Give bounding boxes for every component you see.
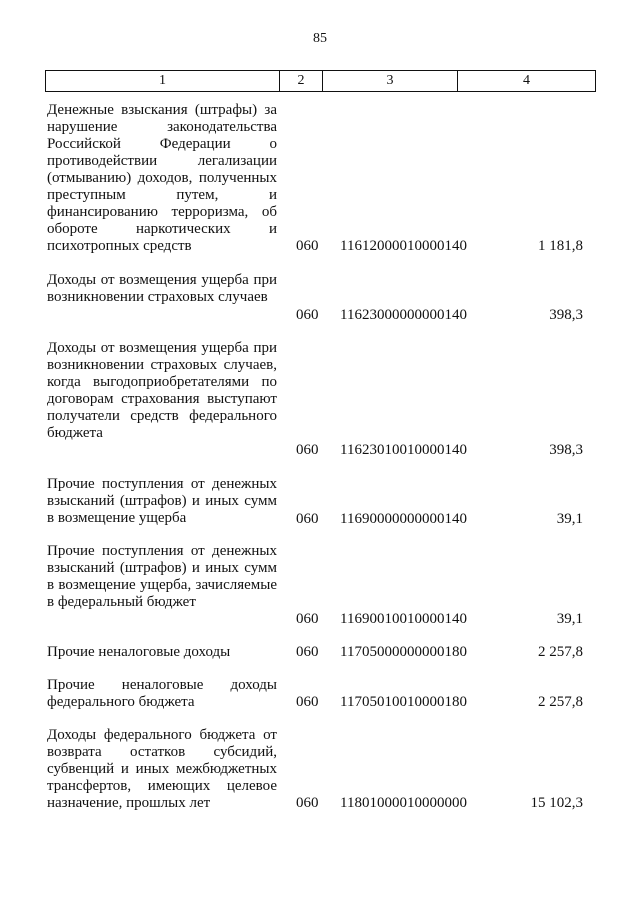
- row-admin-code: 060: [296, 238, 319, 254]
- row-description: Доходы федерального бюджета от возврата остатков субсидий, субвенций и иных межбюджетных трансфертов, имеющих целевое назначение, прошлых лет: [47, 727, 277, 811]
- row-admin-code: 060: [296, 795, 319, 811]
- row-description: Денежные взыскания (штрафы) за нарушение законодательства Российской Федерации о противодействии легализации (отмыванию) доходов, полученных преступным путем, и финансированию терроризма, об обороте наркотических и психотропных средств: [47, 102, 277, 254]
- column-header-1: 1: [46, 71, 280, 92]
- page-number: 85: [313, 31, 327, 46]
- row-kbk-code: 11690000000000140: [340, 511, 467, 527]
- row-description: Прочие неналоговые доходы федерального бюджета: [47, 677, 277, 710]
- row-kbk-code: 11705000000000180: [340, 644, 467, 660]
- row-amount: 2 257,8: [538, 694, 583, 710]
- row-amount: 39,1: [556, 611, 583, 627]
- row-kbk-code: 11623000000000140: [340, 307, 467, 323]
- row-admin-code: 060: [296, 511, 319, 527]
- column-header-table: [45, 70, 596, 92]
- row-kbk-code: 11690010010000140: [340, 611, 467, 627]
- row-description: Прочие поступления от денежных взысканий (штрафов) и иных сумм в возмещение ущерба, зачисляемые в федеральный бюджет: [47, 543, 277, 610]
- row-description: Доходы от возмещения ущерба при возникновении страховых случаев, когда выгодоприобретателями по договорам страхования выступают получатели средств федерального бюджета: [47, 340, 277, 441]
- column-header-4: 4: [458, 71, 596, 92]
- row-amount: 15 102,3: [530, 795, 583, 811]
- row-amount: 39,1: [556, 511, 583, 527]
- row-description: Доходы от возмещения ущерба при возникновении страховых случаев: [47, 272, 277, 305]
- column-header-3: 3: [323, 71, 458, 92]
- column-header-2: 2: [280, 71, 323, 92]
- row-admin-code: 060: [296, 611, 319, 627]
- column-header-row: [46, 71, 596, 92]
- row-description: Прочие поступления от денежных взысканий (штрафов) и иных сумм в возмещение ущерба: [47, 476, 277, 526]
- row-amount: 398,3: [549, 307, 583, 323]
- row-description: Прочие неналоговые доходы: [47, 644, 231, 660]
- row-amount: 1 181,8: [538, 238, 583, 254]
- row-kbk-code: 11801000010000000: [340, 795, 467, 811]
- row-admin-code: 060: [296, 307, 319, 323]
- row-admin-code: 060: [296, 694, 319, 710]
- row-kbk-code: 11705010010000180: [340, 694, 467, 710]
- row-kbk-code: 11623010010000140: [340, 442, 467, 458]
- row-amount: 2 257,8: [538, 644, 583, 660]
- row-kbk-code: 11612000010000140: [340, 238, 467, 254]
- row-admin-code: 060: [296, 442, 319, 458]
- row-amount: 398,3: [549, 442, 583, 458]
- row-admin-code: 060: [296, 644, 319, 660]
